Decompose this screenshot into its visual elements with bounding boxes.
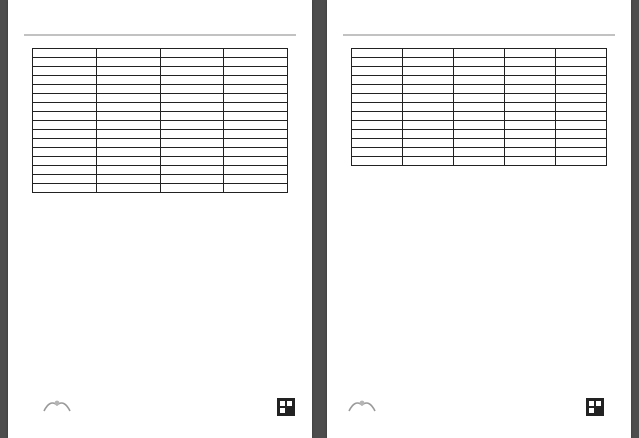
right-column-header [556,49,607,58]
table-cell [352,94,403,103]
table-cell [505,157,556,166]
table-cell [33,184,97,193]
table-cell [160,67,224,76]
table-row [33,85,288,94]
table-row [352,130,607,139]
table-cell [160,130,224,139]
table-cell [160,103,224,112]
table-cell [160,139,224,148]
table-cell [556,103,607,112]
table-cell [454,76,505,85]
table-cell [96,157,160,166]
table-cell [160,148,224,157]
right-author-signature [343,10,399,28]
seal-emblem-icon [42,396,72,414]
table-cell [505,76,556,85]
table-cell [352,121,403,130]
table-cell [403,76,454,85]
table-cell [403,67,454,76]
table-row [33,76,288,85]
table-row [352,157,607,166]
table-row [33,103,288,112]
right-table-caption [351,38,607,48]
right-brand-logo [535,396,605,418]
table-cell [224,130,288,139]
table-cell [96,76,160,85]
table-cell [224,85,288,94]
table-cell [224,103,288,112]
table-cell [556,112,607,121]
table-cell [33,148,97,157]
table-cell [556,58,607,67]
table-cell [224,166,288,175]
table-row [33,157,288,166]
table-cell [160,121,224,130]
table-row [33,184,288,193]
table-cell [556,94,607,103]
table-cell [403,58,454,67]
table-cell [224,139,288,148]
left-body-text [32,218,288,390]
table-cell [96,121,160,130]
table-cell [505,67,556,76]
right-page-footer [335,394,623,438]
table-row [33,130,288,139]
table-cell [224,58,288,67]
table-cell [454,130,505,139]
table-cell [224,175,288,184]
table-cell [505,94,556,103]
table-row [352,76,607,85]
right-data-table [351,48,607,166]
table-cell [352,85,403,94]
table-row [33,112,288,121]
table-cell [96,184,160,193]
left-brand-logo [226,396,296,418]
table-cell [352,76,403,85]
table-cell [403,130,454,139]
table-cell [224,121,288,130]
left-table-header-row [33,49,288,58]
table-cell [454,121,505,130]
right-table-block [351,38,607,198]
table-cell [33,58,97,67]
table-cell [403,121,454,130]
left-header-rule [24,34,296,36]
table-cell [505,85,556,94]
left-table-caption [32,38,288,48]
table-cell [505,58,556,67]
table-cell [352,157,403,166]
table-cell [403,112,454,121]
left-data-table [32,48,288,193]
table-cell [160,76,224,85]
table-cell [454,148,505,157]
table-cell [160,85,224,94]
table-cell [33,76,97,85]
brand-mark-icon [276,397,296,417]
table-cell [160,112,224,121]
table-cell [160,94,224,103]
table-row [352,85,607,94]
table-row [352,58,607,67]
table-row [33,175,288,184]
right-body-text [351,218,607,390]
table-cell [224,67,288,76]
left-author-signature [240,10,296,28]
table-row [33,166,288,175]
table-cell [454,85,505,94]
table-cell [96,85,160,94]
table-row [352,94,607,103]
table-cell [505,121,556,130]
table-cell [352,67,403,76]
table-cell [96,58,160,67]
left-table-body [33,58,288,193]
table-cell [33,67,97,76]
left-column-header [224,49,288,58]
table-cell [556,157,607,166]
table-cell [403,94,454,103]
table-cell [96,103,160,112]
table-cell [96,130,160,139]
table-cell [96,175,160,184]
table-cell [556,130,607,139]
table-cell [403,103,454,112]
table-row [33,121,288,130]
right-header-rule [343,34,615,36]
right-table-header-row [352,49,607,58]
table-cell [454,139,505,148]
table-cell [224,157,288,166]
table-cell [403,157,454,166]
right-column-header [505,49,556,58]
table-cell [556,67,607,76]
table-cell [224,184,288,193]
table-cell [33,121,97,130]
table-cell [403,139,454,148]
table-cell [352,139,403,148]
table-cell [505,148,556,157]
table-row [352,112,607,121]
table-row [352,148,607,157]
table-cell [556,139,607,148]
right-table-body [352,58,607,166]
table-cell [505,103,556,112]
table-cell [352,103,403,112]
left-page-header [24,8,296,34]
table-cell [96,67,160,76]
table-cell [352,112,403,121]
table-cell [33,175,97,184]
table-cell [454,157,505,166]
table-cell [454,67,505,76]
table-cell [352,148,403,157]
table-row [352,67,607,76]
table-cell [33,166,97,175]
left-page-footer [16,394,304,438]
table-cell [224,76,288,85]
table-cell [505,130,556,139]
table-cell [224,94,288,103]
table-cell [403,85,454,94]
left-column-header [160,49,224,58]
table-cell [556,85,607,94]
table-row [33,58,288,67]
table-row [33,67,288,76]
table-cell [96,112,160,121]
table-cell [454,58,505,67]
table-cell [96,148,160,157]
left-column-header [96,49,160,58]
table-cell [352,130,403,139]
table-cell [33,103,97,112]
table-cell [224,148,288,157]
table-cell [454,103,505,112]
table-cell [33,139,97,148]
table-row [33,94,288,103]
table-cell [33,130,97,139]
table-cell [556,148,607,157]
right-column-header [403,49,454,58]
table-row [33,139,288,148]
left-column-header [33,49,97,58]
table-row [33,148,288,157]
table-cell [454,112,505,121]
table-cell [352,58,403,67]
table-cell [224,112,288,121]
table-cell [160,157,224,166]
table-cell [160,166,224,175]
table-cell [33,94,97,103]
table-row [352,103,607,112]
table-cell [33,85,97,94]
right-column-header [454,49,505,58]
right-page-header [343,8,615,34]
right-column-header [352,49,403,58]
table-cell [33,157,97,166]
brand-mark-icon [585,397,605,417]
right-page [327,0,631,438]
table-row [352,121,607,130]
table-cell [556,121,607,130]
table-cell [160,184,224,193]
table-cell [556,76,607,85]
table-cell [160,175,224,184]
table-row [352,139,607,148]
table-cell [505,112,556,121]
left-page [8,0,312,438]
table-cell [454,94,505,103]
table-cell [96,139,160,148]
table-cell [403,148,454,157]
seal-emblem-icon [347,396,377,414]
table-cell [96,94,160,103]
table-cell [160,58,224,67]
table-cell [505,139,556,148]
table-cell [96,166,160,175]
left-table-block [32,38,288,198]
table-cell [33,112,97,121]
